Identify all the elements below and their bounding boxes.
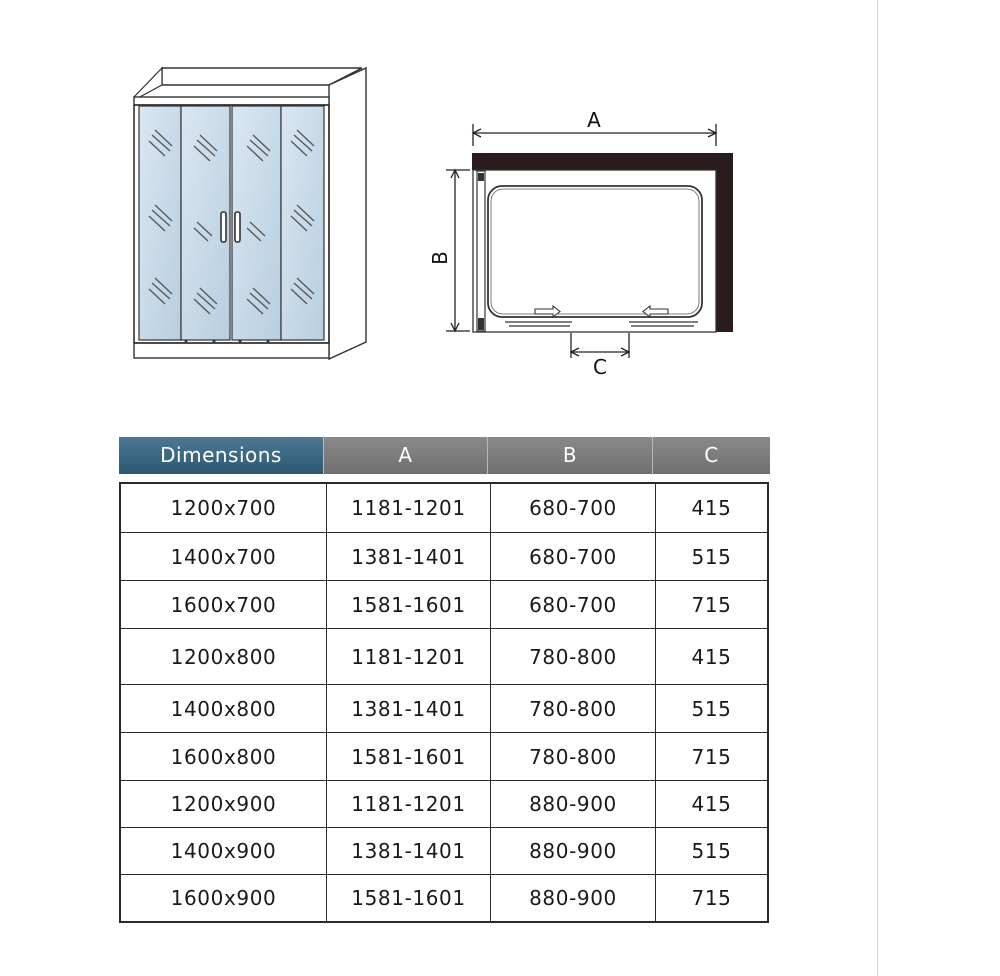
c-cell: 415 <box>655 484 767 532</box>
b-cell: 680-700 <box>490 533 655 580</box>
a-cell: 1381-1401 <box>326 685 490 732</box>
table-row <box>121 780 767 827</box>
a-cell: 1181-1201 <box>326 629 490 684</box>
a-cell: 1581-1601 <box>326 733 490 780</box>
a-cell: 1181-1201 <box>326 484 490 532</box>
header-c: C <box>653 437 770 474</box>
c-cell: 415 <box>655 629 767 684</box>
enclosure-3d-view <box>134 68 366 359</box>
dimensions-table <box>119 437 769 910</box>
b-cell: 880-900 <box>490 875 655 921</box>
table-row <box>121 532 767 580</box>
a-cell: 1381-1401 <box>326 828 490 874</box>
b-cell: 880-900 <box>490 781 655 827</box>
page-edge-rule <box>877 0 878 976</box>
a-cell: 1181-1201 <box>326 781 490 827</box>
dimensions-cell: 1400x900 <box>170 839 277 863</box>
dimension-c-label: C <box>593 355 607 379</box>
a-cell: 1381-1401 <box>326 533 490 580</box>
table-row <box>121 580 767 628</box>
table-body <box>119 482 769 923</box>
table-row <box>121 732 767 780</box>
dimension-b-label: B <box>428 251 452 265</box>
table-row <box>121 628 767 684</box>
c-cell: 715 <box>655 733 767 780</box>
c-cell: 515 <box>655 828 767 874</box>
c-cell: 515 <box>655 685 767 732</box>
c-cell: 415 <box>655 781 767 827</box>
side-wall <box>716 153 733 332</box>
table-row <box>121 874 767 921</box>
dimensions-cell: 1200x900 <box>170 792 277 816</box>
header-a: A <box>324 437 488 474</box>
table-row <box>121 684 767 732</box>
dimensions-cell: 1400x700 <box>170 544 277 569</box>
dimension-a-label: A <box>587 108 601 132</box>
header-b: B <box>488 437 653 474</box>
glass-panel-1 <box>139 106 181 340</box>
dimensions-cell: 1200x700 <box>170 496 277 520</box>
table-header-row <box>119 437 769 474</box>
dimensions-cell: 1400x800 <box>170 696 277 721</box>
enclosure-plan-view <box>472 153 733 332</box>
b-cell: 780-800 <box>490 629 655 684</box>
c-cell: 715 <box>655 875 767 921</box>
table-row <box>121 827 767 874</box>
glass-panel-4 <box>281 106 324 340</box>
dimension-b-callout <box>446 170 470 331</box>
shower-enclosure-illustration <box>0 0 877 420</box>
b-cell: 680-700 <box>490 581 655 628</box>
dimensions-cell: 1600x900 <box>170 886 277 910</box>
c-cell: 515 <box>655 533 767 580</box>
b-cell: 780-800 <box>490 733 655 780</box>
header-dimensions: Dimensions <box>119 437 324 474</box>
a-cell: 1581-1601 <box>326 875 490 921</box>
b-cell: 880-900 <box>490 828 655 874</box>
c-cell: 715 <box>655 581 767 628</box>
back-wall <box>472 153 733 170</box>
dimensions-cell: 1600x700 <box>170 592 277 617</box>
dimensions-cell: 1600x800 <box>170 744 277 769</box>
dimensions-cell: 1200x800 <box>170 644 277 669</box>
a-cell: 1581-1601 <box>326 581 490 628</box>
b-cell: 780-800 <box>490 685 655 732</box>
b-cell: 680-700 <box>490 484 655 532</box>
table-row <box>121 484 767 532</box>
